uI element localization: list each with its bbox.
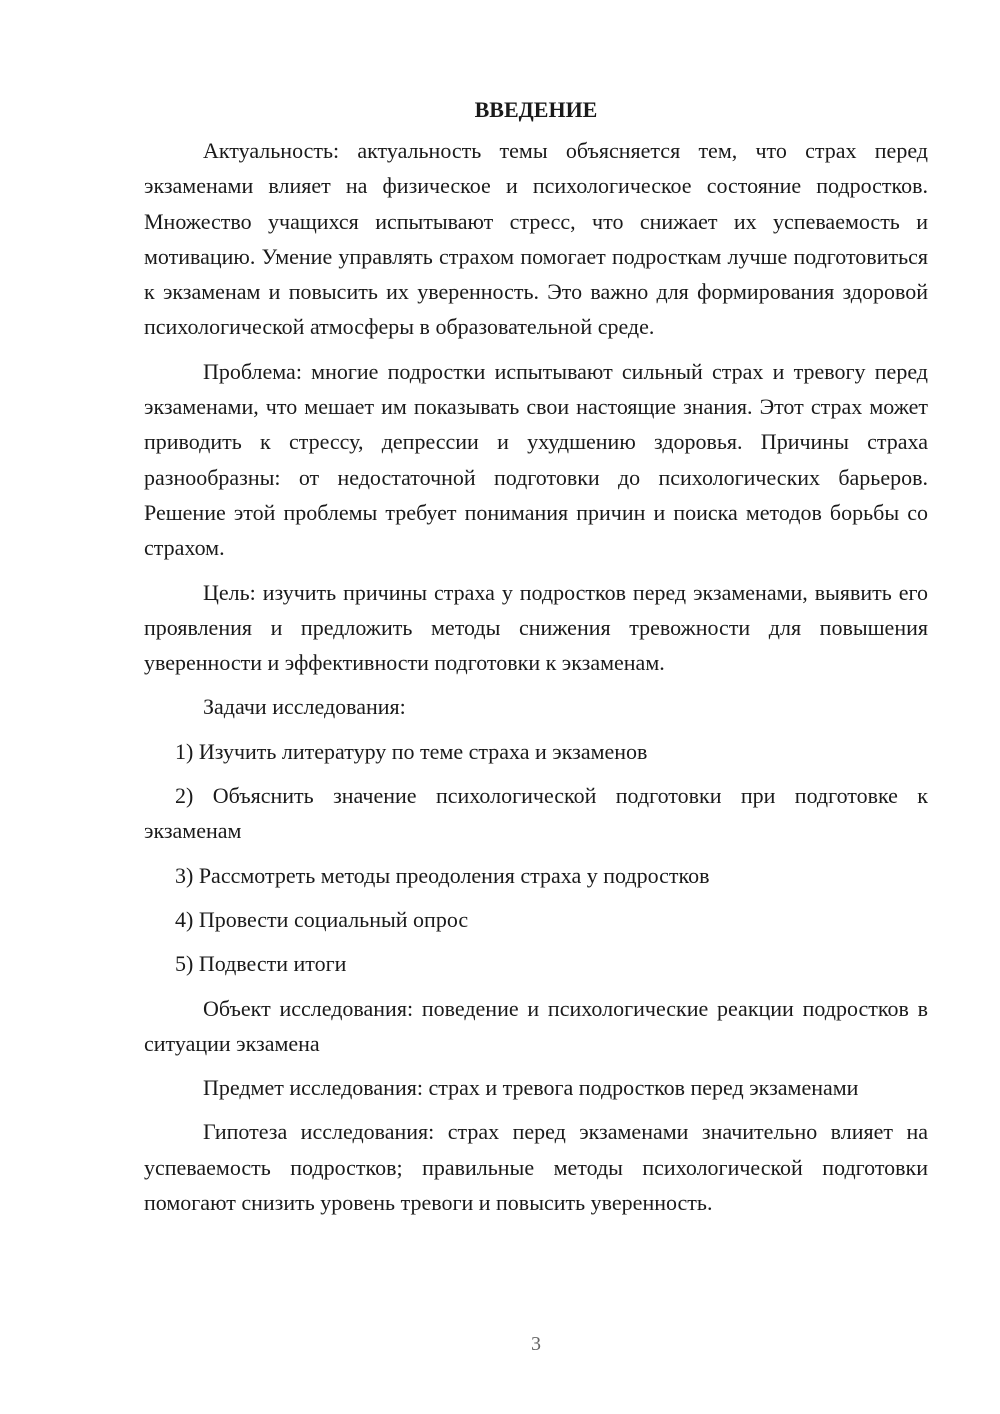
relevance-paragraph: Актуальность: актуальность темы объясняется тем, что страх перед экзаменами влияет на физическое и психологическое состояние подростков. Множество учащихся испытывают стресс, что снижает их успеваемость и мотивацию. Умение управлять страхом помогает подросткам лучше подготовиться к экзаменам и повысить их уверенность. Это важно для формирования здоровой психологической атмосферы в образовательной среде. bbox=[144, 138, 928, 340]
subject-paragraph: Предмет исследования: страх и тревога подростков перед экзаменами bbox=[203, 1075, 859, 1101]
task-list-item: 3) Рассмотреть методы преодоления страха у подростков bbox=[175, 862, 710, 888]
page-content bbox=[144, 92, 928, 1220]
section-title: ВВЕДЕНИЕ bbox=[474, 97, 598, 122]
task-list-item: 5) Подвести итоги bbox=[175, 951, 347, 977]
goal-paragraph: Цель: изучить причины страха у подростков перед экзаменами, выявить его проявления и предложить методы снижения тревожности для повышения уверенности и эффективности подготовки к экзаменам. bbox=[144, 579, 928, 676]
task-list-item: 4) Провести социальный опрос bbox=[175, 906, 469, 932]
problem-paragraph: Проблема: многие подростки испытывают сильный страх и тревогу перед экзаменами, что мешает им показывать свои настоящие знания. Этот страх может приводить к стрессу, депрессии и ухудшению здоровья. Причины страха разнообразны: от недостаточной подготовки до психологических барьеров. Решение этой проблемы требует понимания причин и поиска методов борьбы со страхом. bbox=[144, 358, 928, 561]
object-paragraph: Объект исследования: поведение и психологические реакции подростков в ситуации экзамена bbox=[144, 995, 928, 1056]
tasks-heading: Задачи исследования: bbox=[203, 694, 406, 720]
hypothesis-paragraph: Гипотеза исследования: страх перед экзаменами значительно влияет на успеваемость подростков; правильные методы психологической подготовки помогают снизить уровень тревоги и повысить уверенность. bbox=[144, 1119, 928, 1216]
page-number: 3 bbox=[531, 1333, 541, 1355]
task-list-item: 1) Изучить литературу по теме страха и экзаменов bbox=[175, 738, 648, 764]
task-list-item: 2) Объяснить значение психологической подготовки при подготовке к экзаменам bbox=[144, 783, 928, 844]
